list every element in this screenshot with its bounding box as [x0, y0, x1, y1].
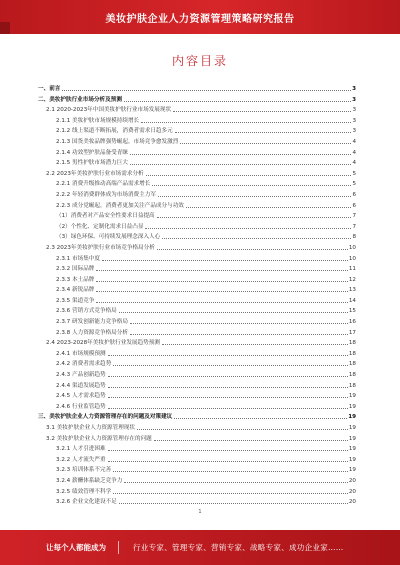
- toc-entry[interactable]: [38, 167, 356, 178]
- toc-entry[interactable]: [38, 474, 356, 485]
- toc-entry-page: 19: [348, 435, 356, 442]
- toc-entry-title: 2.4.4 渠道发展趋势: [56, 382, 106, 389]
- toc-entry-page: 11: [348, 266, 356, 273]
- toc-entry-title: 3.2.2 人才流失严重: [56, 456, 106, 463]
- toc-entry-title: 2.3.5 渠道竞争: [56, 297, 95, 304]
- toc-entry[interactable]: [38, 93, 356, 104]
- toc-entry-title: 2.4.2 消费者需求趋势: [56, 361, 112, 368]
- toc-entry[interactable]: [38, 135, 356, 146]
- dot-leader: [158, 196, 352, 197]
- dot-leader: [96, 291, 347, 292]
- toc-entry[interactable]: [38, 357, 356, 368]
- toc-entry[interactable]: [38, 442, 356, 453]
- toc-entry-page: 7: [352, 213, 356, 220]
- toc-entry[interactable]: [38, 336, 356, 347]
- toc-entry-page: 18: [348, 372, 356, 379]
- toc-entry[interactable]: [38, 304, 356, 315]
- dot-leader: [113, 493, 348, 494]
- toc-entry-page: 18: [348, 350, 356, 357]
- toc-entry[interactable]: [38, 453, 356, 464]
- dot-leader: [96, 281, 347, 282]
- toc-entry-title: 2.3.4 新锐品牌: [56, 287, 95, 294]
- dot-leader: [96, 302, 347, 303]
- toc-entry-page: 15: [348, 308, 356, 315]
- toc-entry-page: 20: [348, 488, 356, 495]
- toc-entry-title: 3.2 美妆护肤企业人力资源管理存在的问题: [46, 435, 152, 442]
- dot-leader: [119, 503, 348, 504]
- toc-entry[interactable]: [38, 252, 356, 263]
- toc-entry-page: 13: [348, 287, 356, 294]
- toc-entry-page: 8: [352, 234, 356, 241]
- toc-entry[interactable]: [38, 114, 356, 125]
- toc-entry[interactable]: [38, 410, 356, 421]
- toc-entry-page: 18: [348, 340, 356, 347]
- dot-leader: [108, 461, 348, 462]
- toc-entry[interactable]: [38, 124, 356, 135]
- toc-entry-title: 2.3.8 人力资源竞争格局分析: [56, 329, 128, 336]
- toc-entry[interactable]: [38, 368, 356, 379]
- dot-leader: [137, 429, 348, 430]
- toc-entry[interactable]: [38, 188, 356, 199]
- toc-entry-title: 3.2.5 绩效管理不科学: [56, 488, 112, 495]
- toc-entry-page: 20: [348, 499, 356, 506]
- toc-entry[interactable]: [38, 220, 356, 231]
- toc-entry-page: 6: [352, 202, 356, 209]
- toc-entry[interactable]: [38, 463, 356, 474]
- toc-entry-page: 20: [348, 477, 356, 484]
- toc-entry-page: 6: [352, 191, 356, 198]
- toc-entry-page: 3: [352, 86, 356, 92]
- dot-leader: [113, 471, 348, 472]
- toc-entry-title: 2.4 2023-2028年美妆护肤行业发展趋势预测: [46, 340, 160, 347]
- toc-entry[interactable]: [38, 379, 356, 390]
- footer-banner: [0, 530, 400, 565]
- toc-entry-title: 2.4.1 市场规模预测: [56, 350, 106, 357]
- toc-entry-page: 3: [352, 128, 356, 135]
- toc-entry-title: （2）个性化、定制化需求日益凸显: [56, 223, 144, 230]
- toc-entry-title: （1）消费者对产品安全性要求日益提高: [56, 213, 155, 220]
- dot-leader: [152, 185, 351, 186]
- dot-leader: [130, 323, 348, 324]
- toc-entry-title: 2.3.1 市场集中度: [56, 255, 100, 262]
- toc-entry-title: 2.2 2023年美妆护肤行业市场需求分析: [46, 170, 144, 177]
- toc-entry[interactable]: [38, 400, 356, 411]
- toc-entry-page: 19: [348, 446, 356, 453]
- toc-entry-title: 2.1.4 功效型护肤品备受青睐: [56, 149, 128, 156]
- toc-entry[interactable]: [38, 241, 356, 252]
- dot-leader: [174, 418, 347, 419]
- toc-entry[interactable]: [38, 156, 356, 167]
- toc-entry-title: 2.2.3 成分党崛起，消费者更加关注产品成分与功效: [56, 202, 184, 209]
- toc-entry[interactable]: [38, 209, 356, 220]
- toc-entry[interactable]: [38, 146, 356, 157]
- page-number: 1: [198, 509, 202, 515]
- toc-entry-page: 5: [352, 170, 356, 177]
- toc-entry-title: 2.1.1 美妆护肤市场规模持续增长: [56, 117, 140, 124]
- toc-heading: 内容目录: [171, 54, 228, 68]
- toc-entry-page: 17: [348, 329, 356, 336]
- dot-leader: [108, 376, 348, 377]
- dot-leader: [130, 164, 351, 165]
- toc-entry[interactable]: [38, 273, 356, 284]
- dot-leader: [154, 440, 348, 441]
- dot-leader: [113, 365, 348, 366]
- footer-slogan: 让每个人都能成为: [46, 543, 106, 552]
- toc-entry-page: 14: [348, 297, 356, 304]
- dot-leader: [173, 111, 351, 112]
- toc-entry[interactable]: [38, 326, 356, 337]
- toc-entry-title: 2.1.5 男性护肤市场潜力巨大: [56, 160, 128, 167]
- dot-leader: [157, 217, 352, 218]
- toc-entry-page: 3: [352, 117, 356, 124]
- header-accent: [0, 22, 10, 34]
- dot-leader: [141, 122, 351, 123]
- toc-entry-page: 4: [352, 149, 356, 156]
- toc-entry-page: 3: [352, 107, 356, 114]
- dot-leader: [108, 450, 348, 451]
- dot-leader: [162, 238, 351, 239]
- toc-entry-page: 19: [348, 403, 356, 410]
- toc-entry-title: 2.4.3 产品创新趋势: [56, 372, 106, 379]
- toc-entry[interactable]: [38, 177, 356, 188]
- report-title: 美妆护肤企业人力资源管理策略研究报告: [105, 13, 295, 25]
- toc-entry[interactable]: [38, 315, 356, 326]
- toc-entry-page: 5: [352, 181, 356, 188]
- toc-entry-page: 10: [348, 255, 356, 262]
- toc-entry-title: 二、美妆护肤行业市场分析及预测: [38, 96, 122, 103]
- toc-entry-title: 3.2.6 企业文化建设不足: [56, 499, 117, 506]
- dot-leader: [62, 90, 351, 91]
- dot-leader: [108, 355, 348, 356]
- dot-leader: [119, 312, 348, 313]
- toc-entry[interactable]: [38, 294, 356, 305]
- dot-leader: [180, 143, 351, 144]
- toc-entry-title: 3.2.4 薪酬体系缺乏竞争力: [56, 477, 123, 484]
- toc-entry-title: 2.3.2 国际品牌: [56, 266, 95, 273]
- header-bar: [0, 0, 400, 34]
- toc-entry-page: 7: [352, 223, 356, 230]
- dot-leader: [130, 154, 351, 155]
- toc-entry-page: 4: [352, 138, 356, 145]
- toc-entry-title: 2.2.2 年轻消费群体成为市场消费主力军: [56, 191, 156, 198]
- toc-entry[interactable]: [38, 389, 356, 400]
- dot-leader: [124, 101, 351, 102]
- toc-entry[interactable]: [38, 495, 356, 506]
- toc-entry-page: 18: [348, 382, 356, 389]
- toc-entry-title: 2.3 2023年美妆护肤行业市场竞争格局分析: [46, 244, 155, 251]
- toc-entry-page: 12: [348, 276, 356, 283]
- toc-entry-title: 2.1.3 国货美妆品牌强势崛起，市场竞争愈发激烈: [56, 138, 179, 145]
- dot-leader: [124, 482, 348, 483]
- toc-entry[interactable]: [38, 103, 356, 114]
- toc-entry-page: 19: [348, 456, 356, 463]
- toc-entry-title: 2.2.1 消费升级推动高端产品需求增长: [56, 181, 151, 188]
- toc-entry-title: 2.4.6 行业监管趋势: [56, 403, 106, 410]
- dot-leader: [162, 344, 348, 345]
- dot-leader: [108, 397, 348, 398]
- dot-leader: [102, 260, 348, 261]
- dot-leader: [130, 334, 348, 335]
- toc-entry-page: 19: [348, 414, 356, 421]
- toc-entry-page: 4: [352, 160, 356, 167]
- toc-entry[interactable]: [38, 485, 356, 496]
- dot-leader: [96, 270, 347, 271]
- toc-entry-page: 18: [348, 361, 356, 368]
- toc-entry[interactable]: [38, 283, 356, 294]
- toc-entry-page: 10: [348, 244, 356, 251]
- toc-entry-title: 2.4.5 人才需求趋势: [56, 393, 106, 400]
- toc-entry[interactable]: [38, 82, 356, 93]
- toc-entry-page: 16: [348, 319, 356, 326]
- toc-entry-title: 2.3.6 营销方式竞争格局: [56, 308, 117, 315]
- toc-entry[interactable]: [38, 199, 356, 210]
- toc-entry-title: 2.1.2 线上渠道不断拓展，消费者需求日趋多元: [56, 128, 173, 135]
- toc-entry-page: 3: [352, 96, 356, 103]
- dot-leader: [157, 249, 348, 250]
- toc-entry-page: 19: [348, 393, 356, 400]
- dot-leader: [145, 228, 351, 229]
- footer-roles: 行业专家、管理专家、营销专家、战略专家、成功企业家……: [133, 543, 344, 552]
- toc-entry-title: 3.2.1 人才引进困难: [56, 446, 106, 453]
- dot-leader: [108, 408, 348, 409]
- dot-leader: [146, 175, 352, 176]
- toc-entry-title: 3.1 美妆护肤企业人力资源管理现状: [46, 425, 135, 431]
- dot-leader: [175, 132, 352, 133]
- dot-leader: [108, 387, 348, 388]
- toc-entry-page: 19: [348, 425, 356, 431]
- toc-entry-title: 2.1 2020-2023年中国美妆护肤行业市场发展现状: [46, 107, 172, 114]
- toc-entry-page: 19: [348, 467, 356, 474]
- toc-entry-title: 2.3.7 研发创新能力竞争格局: [56, 319, 128, 326]
- toc-entry-title: （3）绿色环保、可持续发展理念深入人心: [56, 234, 161, 241]
- toc-entry[interactable]: [38, 421, 356, 432]
- toc-entry-title: 2.3.3 本土品牌: [56, 276, 95, 283]
- toc-entry[interactable]: [38, 347, 356, 358]
- table-of-contents: [38, 82, 356, 506]
- toc-entry-title: 一、前言: [38, 86, 61, 92]
- footer-divider: [118, 541, 119, 554]
- dot-leader: [186, 207, 352, 208]
- toc-entry[interactable]: [38, 262, 356, 273]
- toc-entry-title: 三、美妆护肤企业人力资源管理存在的问题及对策建议: [38, 414, 173, 421]
- toc-entry[interactable]: [38, 432, 356, 443]
- toc-entry-title: 3.2.3 培训体系不完善: [56, 467, 112, 474]
- toc-entry[interactable]: [38, 230, 356, 241]
